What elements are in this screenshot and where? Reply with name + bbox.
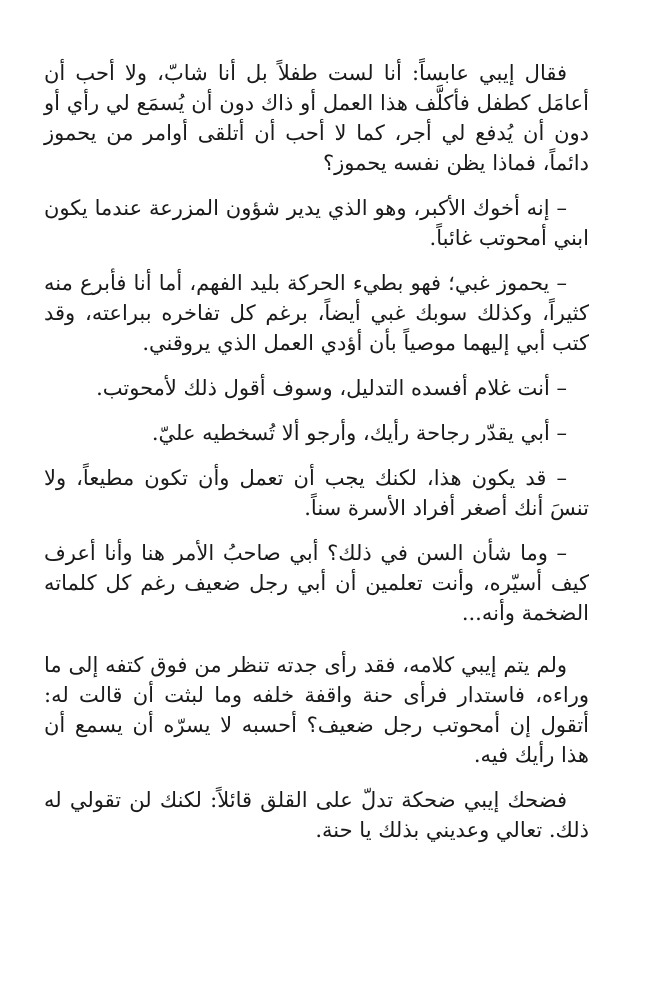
- paragraph-7: – وما شأن السن في ذلك؟ أبي صاحبُ الأمر هنا وأنا أعرف كيف أسيّره، وأنت تعلمين أن أبي رجل ضعيف رغم كل كلماته الضخمة وأنه...: [44, 541, 589, 625]
- paragraph-6: – قد يكون هذا، لكنك يجب أن تعمل وأن تكون مطيعاً، ولا تنسَ أنك أصغر أفراد الأسرة سناً.: [44, 466, 589, 520]
- paragraph-4: – أنت غلام أفسده التدليل، وسوف أقول ذلك لأمحوتب.: [96, 376, 567, 400]
- paragraph-2: – إنه أخوك الأكبر، وهو الذي يدير شؤون المزرعة عندما يكون ابني أمحوتب غائباً.: [44, 196, 589, 250]
- paragraph-3: – يحموز غبي؛ فهو بطيء الحركة بليد الفهم، أما أنا فأبرع منه كثيراً، وكذلك سوبك غبي أيضاً، برغم كل تفاخره ببراعته، وقد كتب أبي إليهما موصياً بأن أؤدي العمل الذي يروقني.: [44, 271, 589, 355]
- paragraph-5: – أبي يقدّر رجاحة رأيك، وأرجو ألا تُسخطيه عليّ.: [151, 421, 567, 445]
- paragraph-9: فضحك إيبي ضحكة تدلّ على القلق قائلاً: لكنك لن تقولي له ذلك. تعالي وعديني بذلك يا حنة.: [44, 788, 589, 842]
- paragraph-1: فقال إيبي عابساً: أنا لست طفلاً بل أنا شابّ، ولا أحب أن أعامَل كطفل فأكلَّف هذا العمل أو ذاك دون أن يُسمَع لي رأي أو دون أن يُدفع لي أجر، كما لا أحب أن أتلقى أوامر من يحموز دائماً، فماذا يظن نفسه يحموز؟: [44, 61, 589, 175]
- paragraph-8: ولم يتم إيبي كلامه، فقد رأى جدته تنظر من فوق كتفه إلى ما وراءه، فاستدار فرأى حنة واقفة خلفه وما لبثت أن قالت له: أتقول إن أمحوتب رجل ضعيف؟ أحسبه لا يسرّه أن يسمع أن هذا رأيك فيه.: [44, 653, 589, 767]
